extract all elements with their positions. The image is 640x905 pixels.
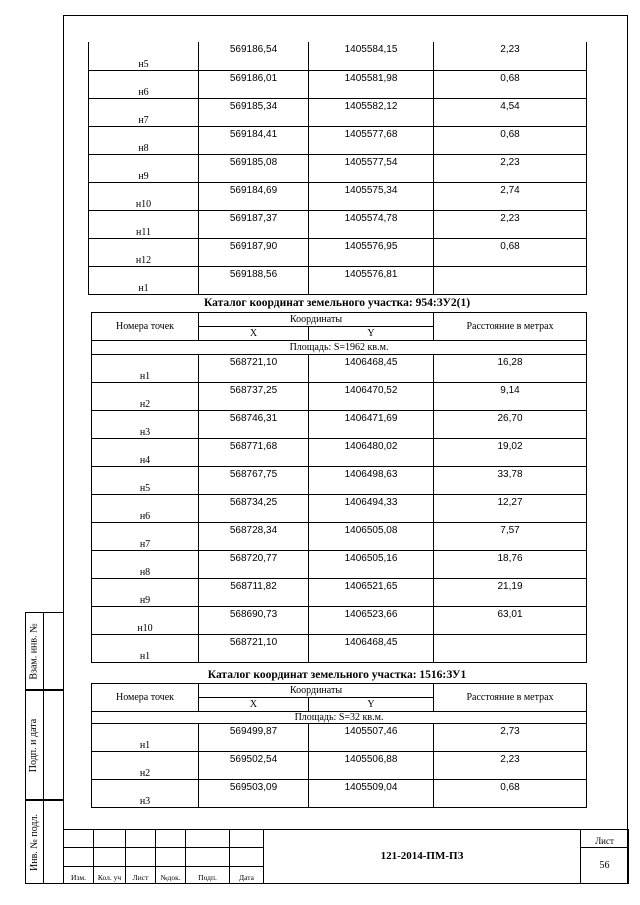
coord-y: 1405581,98 — [309, 70, 434, 98]
distance: 0,68 — [434, 238, 587, 266]
distance: 7,57 — [434, 523, 587, 551]
coord-y: 1405576,81 — [309, 266, 434, 294]
coord-y: 1405507,46 — [309, 724, 434, 752]
coord-x: 568711,82 — [199, 579, 309, 607]
table-row — [92, 780, 587, 808]
point-id: н10 — [89, 182, 199, 210]
coord-y: 1406471,69 — [309, 411, 434, 439]
table-row — [89, 154, 587, 182]
header-coords: Координаты — [199, 684, 434, 698]
stamp-data: Дата — [230, 866, 264, 883]
table-row — [92, 635, 587, 663]
header-distance: Расстояние в метрах — [434, 313, 587, 341]
coord-x: 568767,75 — [199, 467, 309, 495]
point-id: н4 — [92, 439, 199, 467]
coord-table-2 — [91, 312, 587, 663]
side-label-vzam: Взам. инв. № — [28, 622, 40, 680]
table-row — [89, 266, 587, 294]
distance: 0,68 — [434, 780, 587, 808]
distance: 12,27 — [434, 495, 587, 523]
stamp-kol: Кол. уч — [94, 866, 126, 883]
coord-y: 1405575,34 — [309, 182, 434, 210]
point-id: н5 — [89, 42, 199, 70]
table-row — [92, 383, 587, 411]
coord-y: 1406468,45 — [309, 355, 434, 383]
distance: 21,19 — [434, 579, 587, 607]
side-label-inv: Инв. № подл. — [28, 813, 40, 871]
table-row — [92, 579, 587, 607]
coord-y: 1406505,16 — [309, 551, 434, 579]
point-id: н1 — [89, 266, 199, 294]
side-field-podp — [43, 690, 63, 800]
coord-table-3 — [91, 683, 587, 808]
side-label-podp: Подп. и дата — [28, 718, 40, 772]
point-id: н1 — [92, 355, 199, 383]
stamp-podp: Подп. — [186, 866, 230, 883]
coord-x: 569499,87 — [199, 724, 309, 752]
table-row — [92, 551, 587, 579]
distance: 2,74 — [434, 182, 587, 210]
point-id: н1 — [92, 635, 199, 663]
point-id: н3 — [92, 780, 199, 808]
coord-y: 1406505,08 — [309, 523, 434, 551]
header-coords: Координаты — [199, 313, 434, 327]
distance: 9,14 — [434, 383, 587, 411]
coord-x: 569187,90 — [199, 238, 309, 266]
point-id: н12 — [89, 238, 199, 266]
distance: 18,76 — [434, 551, 587, 579]
distance: 0,68 — [434, 70, 587, 98]
coord-y: 1405509,04 — [309, 780, 434, 808]
coord-y: 1406470,52 — [309, 383, 434, 411]
coord-table-1 — [88, 42, 587, 295]
header-y: Y — [309, 327, 434, 341]
catalog-title-2: Каталог координат земельного участка: 954:ЗУ2(1) — [203, 297, 471, 309]
side-field-vzam — [43, 612, 63, 690]
coord-y: 1405584,15 — [309, 42, 434, 70]
point-id: н5 — [92, 467, 199, 495]
table-row — [92, 439, 587, 467]
coord-y: 1405577,68 — [309, 126, 434, 154]
distance — [434, 266, 587, 294]
coord-x: 569185,34 — [199, 98, 309, 126]
coord-x: 569185,08 — [199, 154, 309, 182]
coord-x: 569186,54 — [199, 42, 309, 70]
table-row — [92, 607, 587, 635]
point-id: н7 — [92, 523, 199, 551]
coord-x: 568737,25 — [199, 383, 309, 411]
distance: 0,68 — [434, 126, 587, 154]
coord-y: 1406494,33 — [309, 495, 434, 523]
table-row — [89, 238, 587, 266]
distance: 2,23 — [434, 154, 587, 182]
coord-y: 1405506,88 — [309, 752, 434, 780]
table-row — [89, 98, 587, 126]
coord-x: 569188,56 — [199, 266, 309, 294]
header-distance: Расстояние в метрах — [434, 684, 587, 712]
coord-y: 1406521,65 — [309, 579, 434, 607]
catalog-title-3: Каталог координат земельного участка: 1516:ЗУ1 — [207, 669, 467, 681]
point-id: н3 — [92, 411, 199, 439]
coord-y: 1406498,63 — [309, 467, 434, 495]
table-row — [89, 42, 587, 70]
table-row — [92, 411, 587, 439]
table-row — [89, 70, 587, 98]
distance: 2,23 — [434, 210, 587, 238]
header-points: Номера точек — [92, 313, 199, 341]
coord-x: 569187,37 — [199, 210, 309, 238]
coord-x: 568721,10 — [199, 355, 309, 383]
header-y: Y — [309, 698, 434, 712]
sheet-label: Лист — [581, 830, 629, 848]
coord-x: 569184,41 — [199, 126, 309, 154]
coord-x: 568746,31 — [199, 411, 309, 439]
distance: 4,54 — [434, 98, 587, 126]
table-row — [92, 467, 587, 495]
table-row — [89, 182, 587, 210]
point-id: н7 — [89, 98, 199, 126]
point-id: н1 — [92, 724, 199, 752]
coord-x: 569503,09 — [199, 780, 309, 808]
point-id: н2 — [92, 383, 199, 411]
stamp-ndok: №док. — [156, 866, 186, 883]
coord-x: 568734,25 — [199, 495, 309, 523]
header-x: X — [199, 698, 309, 712]
coord-y: 1406523,66 — [309, 607, 434, 635]
coord-x: 568771,68 — [199, 439, 309, 467]
coord-y: 1406480,02 — [309, 439, 434, 467]
point-id: н6 — [92, 495, 199, 523]
header-x: X — [199, 327, 309, 341]
distance: 2,23 — [434, 42, 587, 70]
point-id: н9 — [92, 579, 199, 607]
coord-y: 1405582,12 — [309, 98, 434, 126]
coord-x: 568728,34 — [199, 523, 309, 551]
table-row — [92, 523, 587, 551]
distance: 19,02 — [434, 439, 587, 467]
point-id: н11 — [89, 210, 199, 238]
distance: 2,73 — [434, 724, 587, 752]
point-id: н8 — [92, 551, 199, 579]
distance: 33,78 — [434, 467, 587, 495]
coord-x: 569186,01 — [199, 70, 309, 98]
point-id: н9 — [89, 154, 199, 182]
stamp-list: Лист — [126, 866, 156, 883]
header-points: Номера точек — [92, 684, 199, 712]
coord-x: 568690,73 — [199, 607, 309, 635]
coord-x: 569502,54 — [199, 752, 309, 780]
distance: 63,01 — [434, 607, 587, 635]
area-row: Площадь: S=1962 кв.м. — [92, 341, 587, 355]
distance: 26,70 — [434, 411, 587, 439]
point-id: н10 — [92, 607, 199, 635]
coord-y: 1405576,95 — [309, 238, 434, 266]
distance — [434, 635, 587, 663]
coord-y: 1406468,45 — [309, 635, 434, 663]
point-id: н8 — [89, 126, 199, 154]
table-row — [89, 210, 587, 238]
area-row: Площадь: S=32 кв.м. — [92, 712, 587, 724]
table-row — [92, 355, 587, 383]
distance: 16,28 — [434, 355, 587, 383]
table-row — [92, 724, 587, 752]
point-id: н2 — [92, 752, 199, 780]
coord-y: 1405574,78 — [309, 210, 434, 238]
coord-x: 568721,10 — [199, 635, 309, 663]
sheet-number: 56 — [581, 848, 629, 884]
table-row — [92, 752, 587, 780]
table-row — [92, 495, 587, 523]
side-field-inv — [43, 800, 63, 884]
coord-x: 568720,77 — [199, 551, 309, 579]
title-block — [63, 829, 629, 884]
point-id: н6 — [89, 70, 199, 98]
table-row — [89, 126, 587, 154]
document-code: 121-2014-ПМ-ПЗ — [264, 830, 581, 884]
distance: 2,23 — [434, 752, 587, 780]
coord-y: 1405577,54 — [309, 154, 434, 182]
stamp-izm: Изм. — [64, 866, 94, 883]
coord-x: 569184,69 — [199, 182, 309, 210]
